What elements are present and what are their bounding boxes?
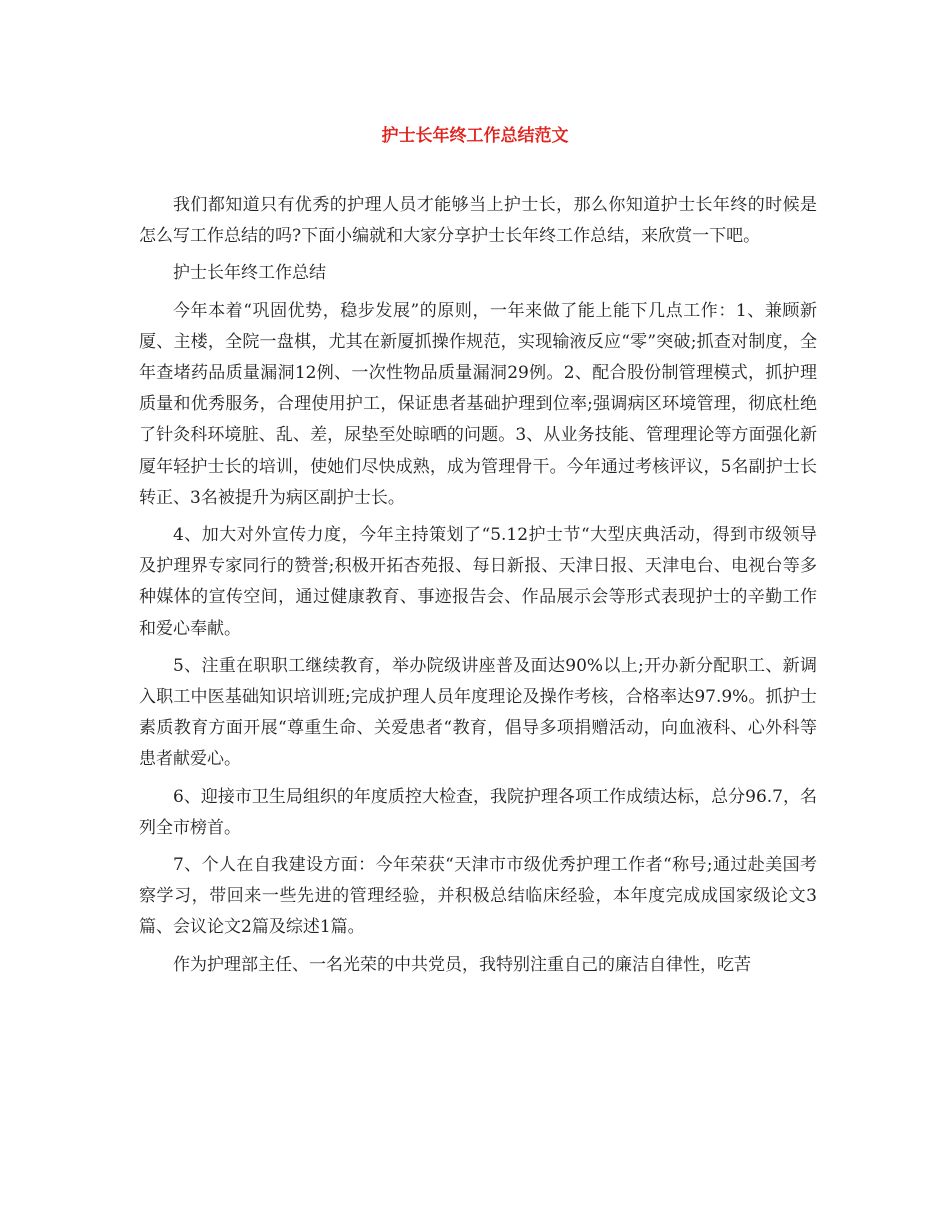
paragraph-4: 6、迎接市卫生局组织的年度质控大检查，我院护理各项工作成绩达标，总分96.7，名列全市榜首。 xyxy=(139,786,817,838)
paragraph-intro: 我们都知道只有优秀的护理人员才能够当上护士长，那么你知道护士长年终的时候是怎么写工作总结的吗?下面小编就和大家分享护士长年终工作总结，来欣赏一下吧。 xyxy=(139,195,817,247)
paragraph-1: 今年本着“巩固优势，稳步发展”的原则，一年来做了能上能下几点工作：1、兼顾新厦、主楼，全院一盘棋，尤其在新厦抓操作规范，实现输液反应“零”突破;抓查对制度，全年查堵药品质量漏洞12例、一次性物品质量漏洞29例。2、配合股份制管理模式，抓护理质量和优秀服务，合理使用护工，保证患者基础护理到位率;强调病区环境管理，彻底杜绝了针灸科环境脏、乱、差，尿垫至处晾晒的问题。3、从业务技能、管理理论等方面强化新厦年轻护士长的培训，使她们尽快成熟，成为管理骨干。今年通过考核评议，5名副护士长转正、3名被提升为病区副护士长。 xyxy=(139,300,817,508)
document-body xyxy=(139,190,817,987)
paragraph-subtitle: 护士长年终工作总结 xyxy=(173,263,326,284)
paragraph-2: 4、加大对外宣传力度，今年主持策划了“5.12护士节“大型庆典活动，得到市级领导及护理界专家同行的赞誉;积极开拓杏苑报、每日新报、天津日报、天津电台、电视台等多种媒体的宣传空间，通过健康教育、事迹报告会、作品展示会等形式表现护士的辛勤工作和爱心奉献。 xyxy=(139,525,817,639)
paragraph-6: 作为护理部主任、一名光荣的中共党员，我特别注重自己的廉洁自律性，吃苦 xyxy=(173,954,751,975)
paragraph-5: 7、个人在自我建设方面：今年荣获“天津市市级优秀护理工作者“称号;通过赴美国考察学习，带回来一些先进的管理经验，并积极总结临床经验，本年度完成成国家级论文3篇、会议论文2篇及综述1篇。 xyxy=(139,855,817,938)
document-title: 护士长年终工作总结范文 xyxy=(381,126,569,146)
paragraph-3: 5、注重在职职工继续教育，举办院级讲座普及面达90%以上;开办新分配职工、新调入职工中医基础知识培训班;完成护理人员年度理论及操作考核，合格率达97.9%。抓护士素质教育方面开展“尊重生命、关爱患者“教育，倡导多项捐赠活动，向血液科、心外科等患者献爱心。 xyxy=(139,655,817,770)
